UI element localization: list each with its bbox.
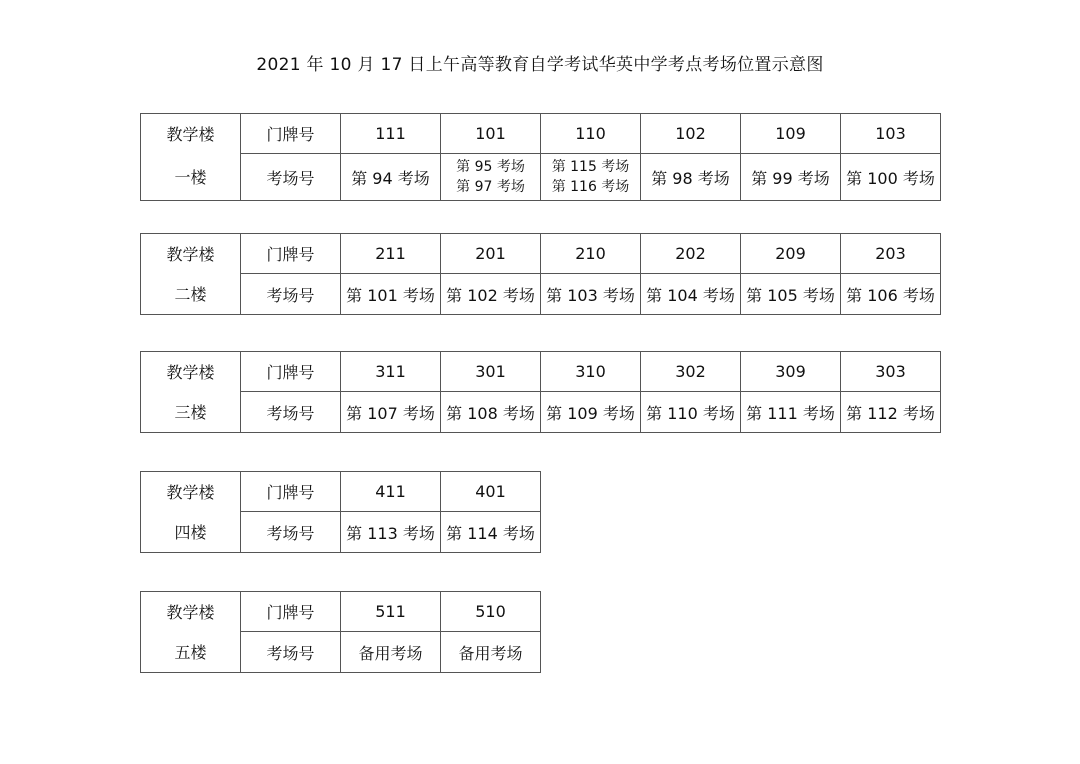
door-number: 202 bbox=[641, 234, 741, 274]
door-number: 310 bbox=[541, 352, 641, 392]
floor-name: 三楼 bbox=[141, 392, 241, 433]
door-number-row bbox=[141, 472, 541, 512]
exam-room bbox=[541, 154, 641, 201]
door-number-header: 门牌号 bbox=[241, 114, 341, 154]
door-number: 510 bbox=[441, 592, 541, 632]
building-label: 教学楼 bbox=[141, 472, 241, 512]
exam-room-header: 考场号 bbox=[241, 392, 341, 433]
floor-name: 二楼 bbox=[141, 274, 241, 315]
door-number: 109 bbox=[741, 114, 841, 154]
door-number: 111 bbox=[341, 114, 441, 154]
exam-room bbox=[441, 154, 541, 201]
door-number: 110 bbox=[541, 114, 641, 154]
building-label: 教学楼 bbox=[141, 592, 241, 632]
exam-room: 第 110 考场 bbox=[641, 392, 741, 433]
exam-room: 第 106 考场 bbox=[841, 274, 941, 315]
door-number-row bbox=[141, 352, 941, 392]
door-number: 102 bbox=[641, 114, 741, 154]
building-label: 教学楼 bbox=[141, 234, 241, 274]
exam-room: 备用考场 bbox=[341, 632, 441, 673]
door-number: 309 bbox=[741, 352, 841, 392]
door-number: 401 bbox=[441, 472, 541, 512]
door-number: 209 bbox=[741, 234, 841, 274]
door-number-header: 门牌号 bbox=[241, 352, 341, 392]
door-number: 302 bbox=[641, 352, 741, 392]
exam-room: 第 108 考场 bbox=[441, 392, 541, 433]
exam-room: 第 113 考场 bbox=[341, 512, 441, 553]
exam-room: 第 111 考场 bbox=[741, 392, 841, 433]
door-number: 211 bbox=[341, 234, 441, 274]
exam-room-row bbox=[141, 392, 941, 433]
exam-room-header: 考场号 bbox=[241, 154, 341, 201]
exam-room-row bbox=[141, 274, 941, 315]
door-number-header: 门牌号 bbox=[241, 234, 341, 274]
exam-room: 备用考场 bbox=[441, 632, 541, 673]
exam-room: 第 99 考场 bbox=[741, 154, 841, 201]
exam-room-line: 第 116 考场 bbox=[551, 179, 630, 195]
exam-room-header: 考场号 bbox=[241, 274, 341, 315]
floor-table bbox=[140, 233, 941, 315]
exam-room-row bbox=[141, 632, 541, 673]
door-number: 411 bbox=[341, 472, 441, 512]
exam-room-row bbox=[141, 512, 541, 553]
exam-room: 第 104 考场 bbox=[641, 274, 741, 315]
exam-room: 第 109 考场 bbox=[541, 392, 641, 433]
door-number: 210 bbox=[541, 234, 641, 274]
floor-table bbox=[140, 591, 541, 673]
door-number-row bbox=[141, 234, 941, 274]
door-number-row bbox=[141, 114, 941, 154]
floor-table bbox=[140, 471, 541, 553]
page-title: 2021 年 10 月 17 日上午高等教育自学考试华英中学考点考场位置示意图 bbox=[256, 55, 824, 75]
exam-room: 第 100 考场 bbox=[841, 154, 941, 201]
door-number: 311 bbox=[341, 352, 441, 392]
door-number-header: 门牌号 bbox=[241, 472, 341, 512]
exam-room-line: 第 115 考场 bbox=[551, 159, 630, 175]
door-number: 101 bbox=[441, 114, 541, 154]
door-number: 203 bbox=[841, 234, 941, 274]
floor-name: 一楼 bbox=[141, 154, 241, 201]
floor-table bbox=[140, 351, 941, 433]
door-number-header: 门牌号 bbox=[241, 592, 341, 632]
exam-room-header: 考场号 bbox=[241, 632, 341, 673]
building-label: 教学楼 bbox=[141, 352, 241, 392]
exam-room-line: 第 97 考场 bbox=[456, 179, 525, 195]
exam-room-row bbox=[141, 154, 941, 201]
door-number: 103 bbox=[841, 114, 941, 154]
floor-table bbox=[140, 113, 941, 201]
door-number: 201 bbox=[441, 234, 541, 274]
floor-name: 五楼 bbox=[141, 632, 241, 673]
exam-room: 第 101 考场 bbox=[341, 274, 441, 315]
door-number: 303 bbox=[841, 352, 941, 392]
building-label: 教学楼 bbox=[141, 114, 241, 154]
exam-room: 第 94 考场 bbox=[341, 154, 441, 201]
door-number: 301 bbox=[441, 352, 541, 392]
exam-room: 第 102 考场 bbox=[441, 274, 541, 315]
exam-room: 第 112 考场 bbox=[841, 392, 941, 433]
door-number-row bbox=[141, 592, 541, 632]
floor-name: 四楼 bbox=[141, 512, 241, 553]
exam-room: 第 98 考场 bbox=[641, 154, 741, 201]
exam-room-line: 第 95 考场 bbox=[456, 159, 525, 175]
exam-room: 第 114 考场 bbox=[441, 512, 541, 553]
exam-room: 第 107 考场 bbox=[341, 392, 441, 433]
exam-room-header: 考场号 bbox=[241, 512, 341, 553]
door-number: 511 bbox=[341, 592, 441, 632]
exam-room: 第 103 考场 bbox=[541, 274, 641, 315]
exam-room: 第 105 考场 bbox=[741, 274, 841, 315]
